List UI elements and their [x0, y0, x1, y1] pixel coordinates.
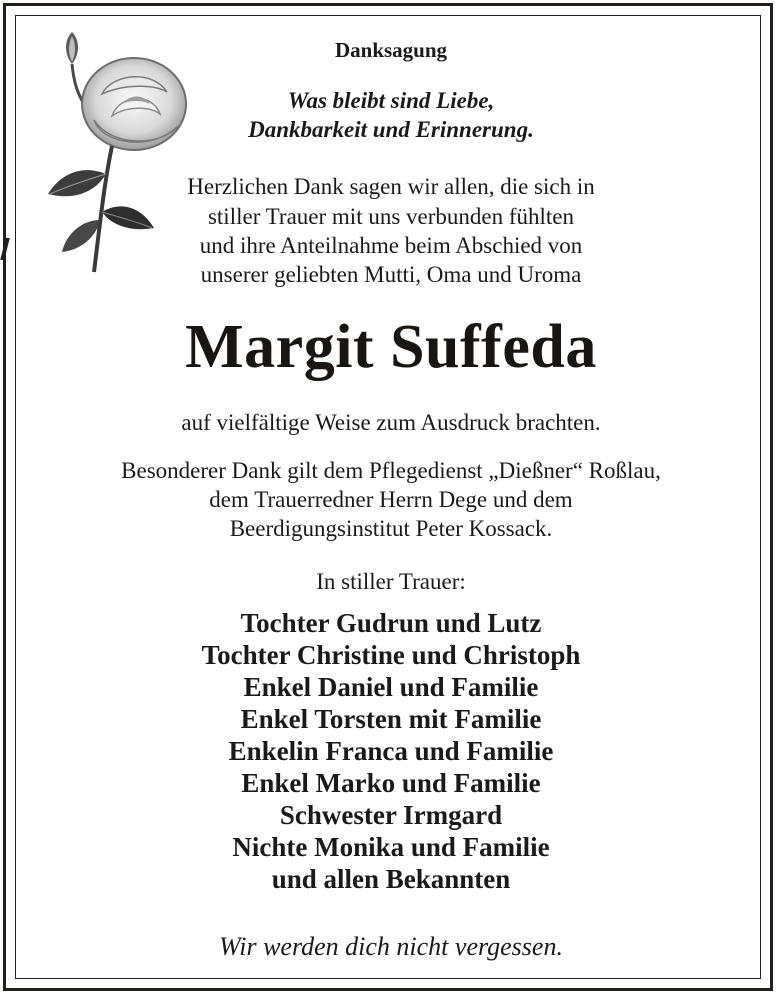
mourner-9: und allen Bekannten [271, 864, 511, 894]
mourner-2: Tochter Christine und Christoph [201, 640, 581, 670]
thanks-outro: auf vielfältige Weise zum Ausdruck brachten. [181, 410, 601, 435]
motto-line-2: Dankbarkeit und Erinnerung. [248, 117, 534, 142]
mourner-4: Enkel Torsten mit Familie [240, 704, 542, 734]
mourner-5: Enkelin Franca und Familie [228, 736, 554, 766]
thanks-line-4: unserer geliebten Mutti, Oma und Uroma [200, 262, 582, 287]
mourner-1: Tochter Gudrun und Lutz [240, 608, 542, 638]
mourner-7: Schwester Irmgard [279, 800, 503, 830]
closing-line: Wir werden dich nicht vergessen. [219, 932, 563, 961]
mourning-label: In stiller Trauer: [316, 569, 466, 594]
thanks-line-1: Herzlichen Dank sagen wir allen, die sich in [187, 174, 595, 199]
special-thanks-line-1: Besonderer Dank gilt dem Pflegedienst „Dießner“ Roßlau, [121, 458, 661, 483]
thanks-line-3: und ihre Anteilnahme beim Abschied von [199, 233, 583, 258]
special-thanks-line-2: dem Trauerredner Herrn Dege und dem [209, 487, 573, 512]
mourner-8: Nichte Monika und Familie [232, 832, 550, 862]
mourner-3: Enkel Daniel und Familie [243, 672, 539, 702]
deceased-name: Margit Suffeda [185, 313, 597, 381]
heading: Danksagung [334, 38, 448, 62]
motto-line-1: Was bleibt sind Liebe, [287, 88, 495, 113]
thanks-line-2: stiller Trauer mit uns verbunden fühlten [207, 204, 575, 229]
mourner-6: Enkel Marko und Familie [241, 768, 541, 798]
special-thanks-line-3: Beerdigungsinstitut Peter Kossack. [229, 516, 553, 541]
